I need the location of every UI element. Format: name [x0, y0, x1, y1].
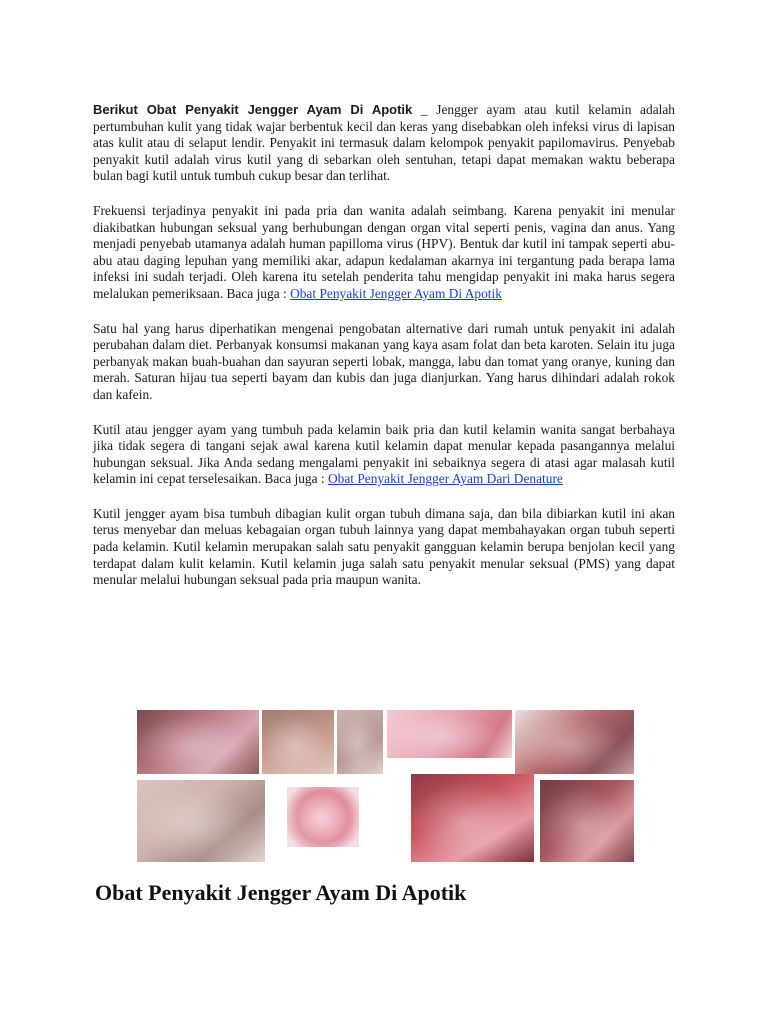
link-obat-apotik[interactable]: Obat Penyakit Jengger Ayam Di Apotik	[290, 285, 502, 301]
section-heading: Obat Penyakit Jengger Ayam Di Apotik	[95, 880, 467, 905]
paragraph-2	[93, 203, 675, 303]
gallery-photo	[540, 780, 634, 862]
paragraph-3	[93, 321, 675, 404]
paragraph-3-text: Satu hal yang harus diperhatikan mengenai pengobatan alternative dari rumah untuk penyakit ini adalah perubahan dalam diet. Perbanyak konsumsi makanan yang kaya asam folat dan beta karoten. Selain itu juga perbanyak makan buah-buahan dan sayuran seperti lobak, mangga, labu dan tomat yang oranye, kuning dan merah. Saturan hijau tua seperti bayam dan kubis dan juga dianjurkan. Yang harus dihindari adalah rokok dan kafein.	[93, 320, 675, 402]
gallery-photo	[137, 780, 265, 862]
paragraph-2-text: Frekuensi terjadinya penyakit ini pada pria dan wanita adalah seimbang. Karena penyakit ini menular diakibatkan hubungan seksual yang berhubungan dengan organ vital seperti penis, vagina dan anus. Yang menjadi penyebab utamanya adalah human papilloma virus (HPV). Bentuk dar kutil ini tampak seperti abu-abu atau daging lepuhan yang memiliki akar, adapun kedalaman akarnya ini tergantung pada berapa lama infeksi ini sudah terjadi. Oleh karena itu setelah penderita tahu mengidap penyakit ini maka harus segera melalukan pemeriksaan. Baca juga :	[93, 202, 675, 301]
gallery-photo	[515, 710, 634, 774]
paragraph-5-text: Kutil jengger ayam bisa tumbuh dibagian kulit organ tubuh dimana saja, dan bila dibiarkan kutil ini akan terus menyebar dan meluas kebagaian organ tubuh lainnya yang dapat membahayakan organ tubuh seperti pada kelamin. Kutil kelamin merupakan salah satu penyakit gangguan kelamin berupa benjolan kecil yang terdapat dalam kulit kelamin. Kutil kelamin juga salah satu penyakit menular seksual (PMS) yang dapat menular melalui hubungan seksual pada pria maupun wanita.	[93, 505, 675, 588]
gallery-photo	[137, 710, 259, 774]
lead-title: Berikut Obat Penyakit Jengger Ayam Di Apotik	[93, 102, 413, 117]
gallery-photo	[262, 710, 334, 774]
paragraph-5	[93, 506, 675, 589]
gallery-photo	[387, 710, 512, 758]
gallery-photo	[287, 787, 359, 847]
paragraph-4	[93, 422, 675, 488]
link-obat-denature[interactable]: Obat Penyakit Jengger Ayam Dari Denature	[327, 471, 563, 487]
article-body	[93, 102, 675, 607]
gallery-photo	[411, 774, 534, 862]
paragraph-4-text: Kutil atau jengger ayam yang tumbuh pada kelamin baik pria dan kutil kelamin wanita sangat berbahaya jika tidak segera di tangani sejak awal karena kutil kelamin dapat menular kepada pasangannya melalui hubungan seksual. Jika Anda sedang mengalami penyakit ini sebaiknya segera di atasi agar malasah kutil kelamin ini cepat terselesaikan. Baca juga :	[93, 421, 675, 487]
paragraph-1-text: _ Jengger ayam atau kutil kelamin adalah pertumbuhan kulit yang tidak wajar berbentuk kecil dan keras yang disebabkan oleh infeksi virus di lapisan atas kulit atau di selaput lendir. Penyakit ini termasuk dalam kelompok penyakit papilomavirus. Penyebab penyakit kutil adalah virus kutil yang di sebarkan oleh sentuhan, tetapi dapat memakan waktu beberapa bulan bagi kutil untuk tumbuh cukup besar dan terlihat.	[93, 102, 675, 184]
photo-gallery	[137, 710, 634, 862]
gallery-photo	[337, 710, 383, 774]
paragraph-1	[93, 102, 675, 185]
